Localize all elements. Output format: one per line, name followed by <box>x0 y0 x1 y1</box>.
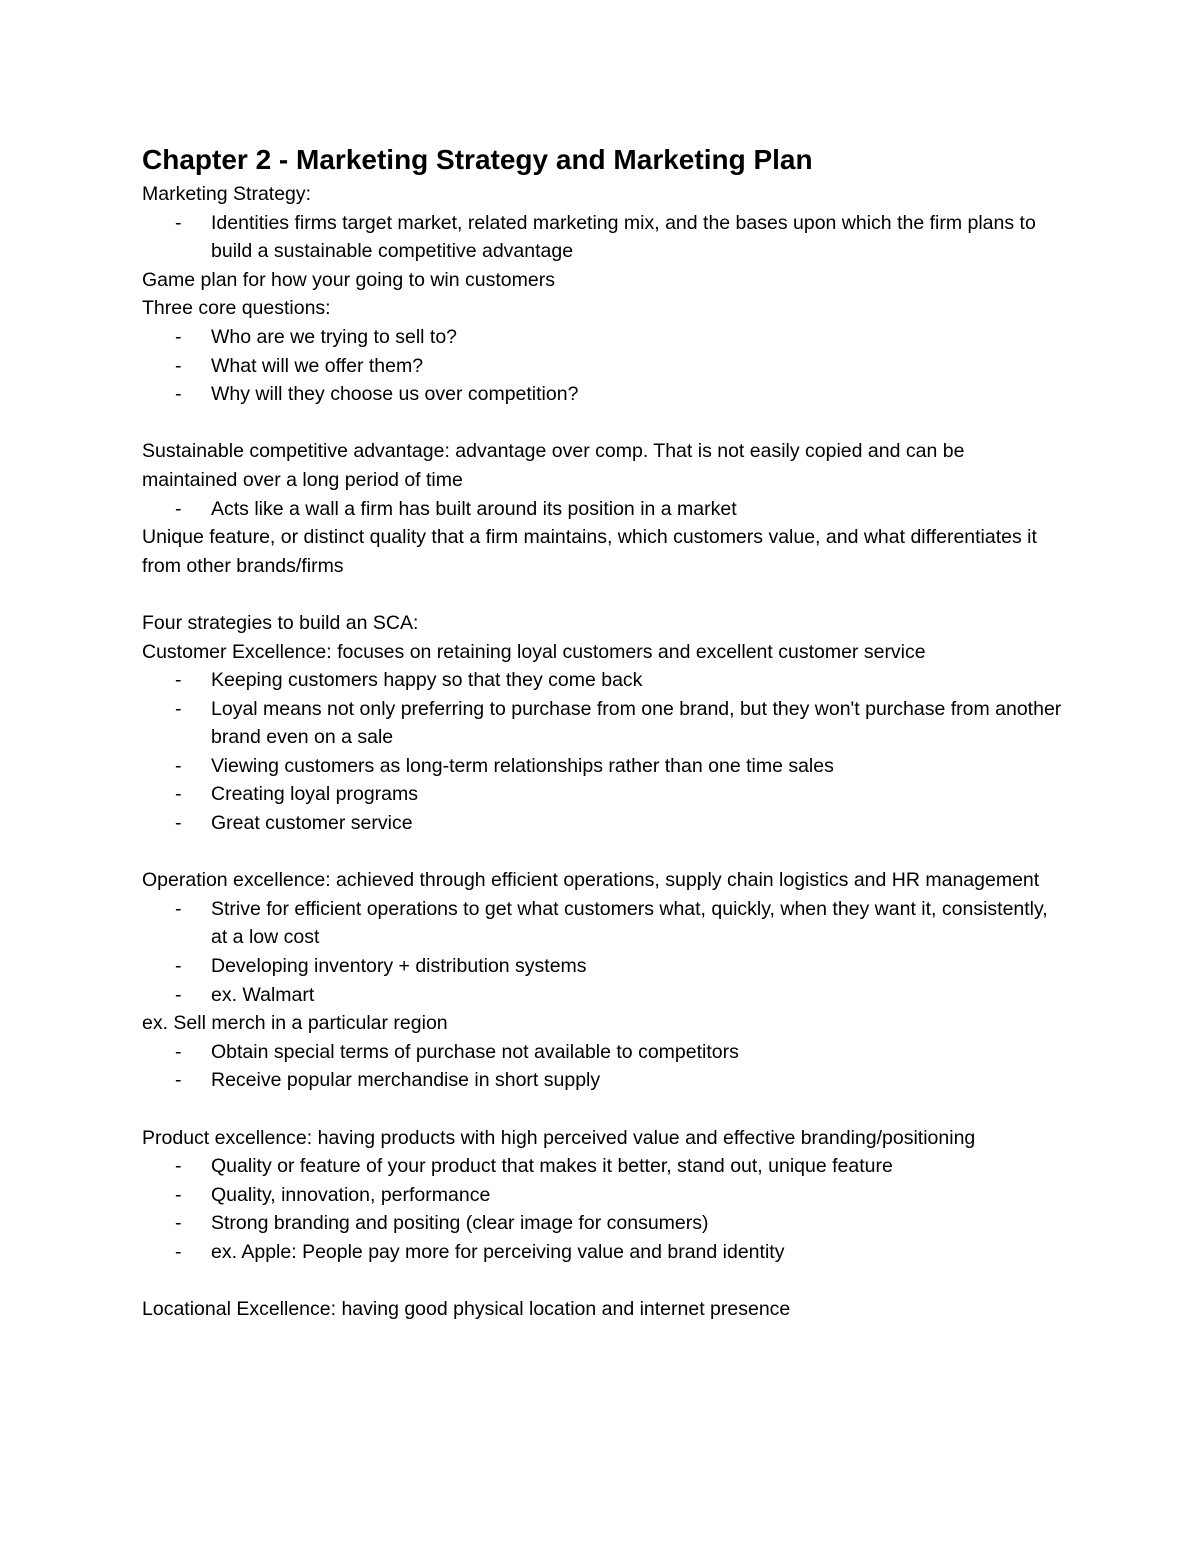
bullet-dash: - <box>175 812 182 835</box>
bullet-dash: - <box>175 325 182 348</box>
list-item <box>142 809 1062 838</box>
spacer <box>142 1095 1062 1124</box>
bullet-text: Receive popular merchandise in short supply <box>211 1069 601 1092</box>
spacer <box>142 580 1062 609</box>
bullet-text: Great customer service <box>211 812 413 835</box>
list-item <box>142 1066 1062 1095</box>
spacer <box>142 409 1062 438</box>
bullet-dash: - <box>175 354 182 377</box>
bullet-text: Quality, innovation, performance <box>211 1183 491 1206</box>
bullet-dash: - <box>175 1240 182 1263</box>
list-item <box>142 952 1062 981</box>
bullet-text: ex. Apple: People pay more for perceiving value and brand identity <box>211 1240 785 1263</box>
bullet-text: Quality or feature of your product that makes it better, stand out, unique feature <box>211 1155 893 1178</box>
bullet-dash: - <box>175 897 182 920</box>
bullet-dash: - <box>175 783 182 806</box>
bullet-dash: - <box>175 1069 182 1092</box>
list-item <box>142 323 1062 352</box>
spacer <box>142 838 1062 867</box>
bullet-dash: - <box>175 754 182 777</box>
list-item <box>142 780 1062 809</box>
list-item <box>142 352 1062 381</box>
bullet-text: Loyal means not only preferring to purchase from one brand, but they won't purchase from another brand even on a sale <box>211 697 1062 749</box>
sca-definition: Sustainable competitive advantage: advantage over comp. That is not easily copied and can be maintained over a long period of time <box>142 440 965 491</box>
bullet-dash: - <box>175 1212 182 1235</box>
locational-excellence-heading: Locational Excellence: having good physical location and internet presence <box>142 1298 791 1321</box>
bullet-dash: - <box>175 955 182 978</box>
list-item <box>142 380 1062 409</box>
unique-feature-text: Unique feature, or distinct quality that a firm maintains, which customers value, and what differentiates it from other brands/firms <box>142 526 1037 577</box>
document-page <box>142 140 1062 1324</box>
bullet-dash: - <box>175 1155 182 1178</box>
bullet-dash: - <box>175 1040 182 1063</box>
list-item <box>142 695 1062 752</box>
bullet-text: Identities firms target market, related marketing mix, and the bases upon which the firm plans to build a sustainable competitive advantage <box>211 211 1036 263</box>
list-item <box>142 1152 1062 1181</box>
game-plan-text: Game plan for how your going to win customers <box>142 268 555 291</box>
list-item <box>142 1238 1062 1267</box>
bullet-text: Strive for efficient operations to get what customers what, quickly, when they want it, consistently, at a low cost <box>211 897 1048 949</box>
bullet-text: Viewing customers as long-term relationships rather than one time sales <box>211 754 834 777</box>
bullet-text: Acts like a wall a firm has built around its position in a market <box>211 497 737 520</box>
bullet-dash: - <box>175 1183 182 1206</box>
list-item <box>142 495 1062 524</box>
bullet-text: ex. Walmart <box>211 983 315 1006</box>
operation-excellence-heading: Operation excellence: achieved through efficient operations, supply chain logistics and HR management <box>142 869 1040 892</box>
core-questions-label: Three core questions: <box>142 297 331 320</box>
bullet-text: Who are we trying to sell to? <box>211 325 458 348</box>
bullet-text: What will we offer them? <box>211 354 424 377</box>
list-item <box>142 981 1062 1010</box>
list-item <box>142 1038 1062 1067</box>
bullet-text: Keeping customers happy so that they come back <box>211 669 643 692</box>
page-title: Chapter 2 - Marketing Strategy and Marketing Plan <box>142 144 813 175</box>
bullet-text: Why will they choose us over competition? <box>211 383 579 406</box>
list-item <box>142 895 1062 952</box>
bullet-dash: - <box>175 383 182 406</box>
bullet-dash: - <box>175 669 182 692</box>
bullet-dash: - <box>175 211 182 234</box>
list-item <box>142 666 1062 695</box>
operation-example: ex. Sell merch in a particular region <box>142 1012 448 1035</box>
list-item <box>142 1209 1062 1238</box>
list-item <box>142 1181 1062 1210</box>
spacer <box>142 1267 1062 1296</box>
list-item <box>142 209 1062 266</box>
bullet-text: Developing inventory + distribution systems <box>211 955 587 978</box>
four-strategies-label: Four strategies to build an SCA: <box>142 611 419 634</box>
bullet-text: Creating loyal programs <box>211 783 419 806</box>
bullet-dash: - <box>175 983 182 1006</box>
customer-excellence-heading: Customer Excellence: focuses on retaining loyal customers and excellent customer service <box>142 640 926 663</box>
bullet-text: Obtain special terms of purchase not available to competitors <box>211 1040 739 1063</box>
bullet-dash: - <box>175 497 182 520</box>
list-item <box>142 752 1062 781</box>
marketing-strategy-label: Marketing Strategy: <box>142 183 312 205</box>
product-excellence-heading: Product excellence: having products with high perceived value and effective branding/positioning <box>142 1126 976 1149</box>
bullet-text: Strong branding and positing (clear image for consumers) <box>211 1212 709 1235</box>
bullet-dash: - <box>175 697 182 720</box>
